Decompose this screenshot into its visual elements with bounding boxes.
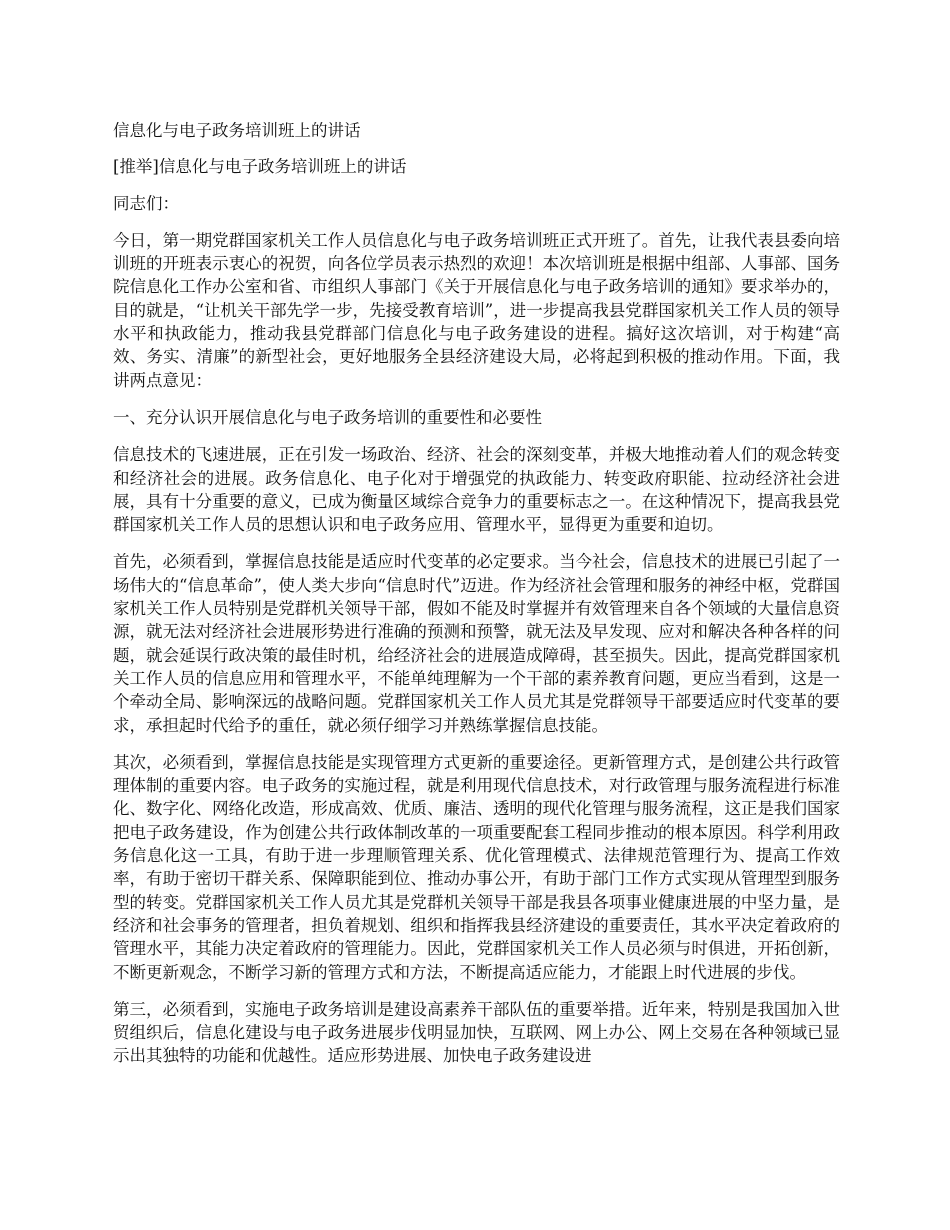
paragraph-opening: 今日，第一期党群国家机关工作人员信息化与电子政务培训班正式开班了。首先，让我代表县委向培训班的开班表示衷心的祝贺，向各位学员表示热烈的欢迎！本次培训班是根据中组部、人事部、国务院信息化工作办公室和省、市组织人事部门《关于开展信息化与电子政务培训的通知》要求举办的，目的就是，“让机关干部先学一步，先接受教育培训”，进一步提高我县党群国家机关工作人员的领导水平和执政能力，推动我县党群部门信息化与电子政务建设的进程。搞好这次培训，对于构建“高效、务实、清廉”的新型社会，更好地服务全县经济建设大局，必将起到积极的推动作用。下面，我讲两点意见： (113, 230, 840, 390)
salutation: 同志们： (113, 193, 179, 213)
section-heading: 一、充分认识开展信息化与电子政务培训的重要性和必要性 (113, 407, 542, 427)
paragraph-body: 第三，必须看到，实施电子政务培训是建设高素养干部队伍的重要举措。近年来，特别是我国加入世贸组织后，信息化建设与电子政务进展步伐明显加快，互联网、网上办公、网上交易在各种领域已显示出其独特的功能和优越性。适应形势进展、加快电子政务建设进 (113, 999, 840, 1066)
paragraph-body: 首先，必须看到，掌握信息技能是适应时代变革的必定要求。当今社会，信息技术的进展已引起了一场伟大的“信息革命”，使人类大步向“信息时代”迈进。作为经济社会管理和服务的神经中枢，党群国家机关工作人员特别是党群机关领导干部，假如不能及时掌握并有效管理来自各个领域的大量信息资源，就无法对经济社会进展形势进行准确的预测和预警，就无法及早发现、应对和解决各种各样的问题，就会延误行政决策的最佳时机，给经济社会的进展造成障碍，甚至损失。因此，提高党群国家机关工作人员的信息应用和管理水平，不能单纯理解为一个干部的素养教育问题，更应当看到，这是一个牵动全局、影响深远的战略问题。党群国家机关工作人员尤其是党群领导干部要适应时代变革的要求，承担起时代给予的重任，就必须仔细学习并熟练掌握信息技能。 (113, 552, 840, 735)
document-page (113, 119, 840, 1082)
document-subtitle: [推举]信息化与电子政务培训班上的讲话 (113, 157, 407, 177)
paragraph-body: 其次，必须看到，掌握信息技能是实现管理方式更新的重要途径。更新管理方式，是创建公共行政管理体制的重要内容。电子政务的实施过程，就是利用现代信息技术，对行政管理与服务流程进行标准化、数字化、网络化改造，形成高效、优质、廉洁、透明的现代化管理与服务流程，这正是我们国家把电子政务建设，作为创建公共行政体制改革的一项重要配套工程同步推动的根本原因。科学利用政务信息化这一工具，有助于进一步理顺管理关系、优化管理模式、法律规范管理行为、提高工作效率，有助于密切干群关系、保障职能到位、推动办事公开，有助于部门工作方式实现从管理型到服务型的转变。党群国家机关工作人员尤其是党群机关领导干部是我县各项事业健康进展的中坚力量，是经济和社会事务的管理者，担负着规划、组织和指挥我县经济建设的重要责任，其水平决定着政府的管理水平，其能力决定着政府的管理能力。因此，党群国家机关工作人员必须与时俱进，开拓创新，不断更新观念，不断学习新的管理方式和方法，不断提高适应能力，才能跟上时代进展的步伐。 (113, 752, 840, 982)
paragraph-body: 信息技术的飞速进展，正在引发一场政治、经济、社会的深刻变革，并极大地推动着人们的观念转变和经济社会的进展。政务信息化、电子化对于增强党的执政能力、转变政府职能、拉动经济社会进展，具有十分重要的意义，已成为衡量区域综合竞争力的重要标志之一。在这种情况下，提高我县党群国家机关工作人员的思想认识和电子政务应用、管理水平，显得更为重要和迫切。 (113, 445, 840, 535)
document-title: 信息化与电子政务培训班上的讲话 (113, 121, 361, 140)
